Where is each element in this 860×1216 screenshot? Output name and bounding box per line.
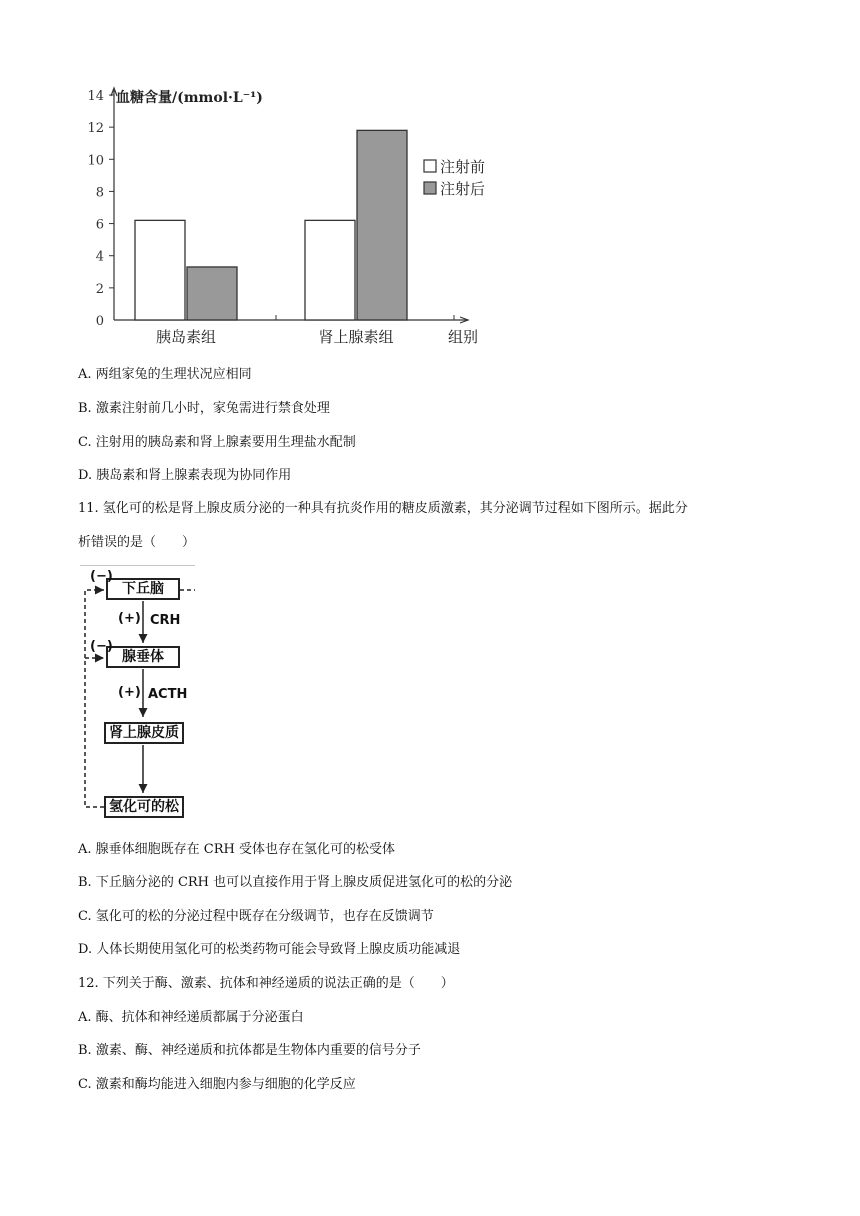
q10-option-c: C. 注射用的胰岛素和肾上腺素要用生理盐水配制	[78, 435, 356, 450]
y-tick-label: 2	[95, 281, 104, 297]
bar	[357, 130, 407, 320]
legend-swatch	[424, 182, 436, 194]
crh-label: CRH	[150, 613, 181, 628]
plus-label-1: (+)	[118, 611, 141, 626]
y-tick-label: 12	[87, 121, 104, 137]
q12-option-c: C. 激素和酶均能进入细胞内参与细胞的化学反应	[78, 1077, 356, 1092]
bar	[305, 220, 355, 320]
bar	[187, 267, 237, 320]
q11-option-a: A. 腺垂体细胞既存在 CRH 受体也存在氢化可的松受体	[78, 842, 395, 857]
x-axis-label: 组别	[448, 328, 479, 346]
q11-option-d: D. 人体长期使用氢化可的松类药物可能会导致肾上腺皮质功能减退	[78, 942, 461, 957]
y-tick-label: 8	[95, 185, 104, 201]
minus-label-1: (−)	[90, 569, 113, 584]
q11-option-c: C. 氢化可的松的分泌过程中既存在分级调节，也存在反馈调节	[78, 909, 434, 924]
q11-option-b: B. 下丘脑分泌的 CRH 也可以直接作用于肾上腺皮质促进氢化可的松的分泌	[78, 875, 513, 890]
x-category-label: 胰岛素组	[155, 328, 217, 346]
acth-label: ACTH	[148, 687, 188, 702]
q10-option-d: D. 胰岛素和肾上腺素表现为协同作用	[78, 468, 292, 483]
q11-stem-line2: 析错误的是（ ）	[78, 535, 196, 550]
hormone-regulation-diagram	[0, 565, 260, 825]
x-category-label: 肾上腺素组	[318, 328, 394, 346]
box-hypothalamus: 下丘脑	[106, 578, 180, 600]
y-tick-label: 0	[95, 314, 104, 329]
legend-swatch	[424, 160, 436, 172]
legend-label: 注射后	[440, 180, 486, 198]
y-tick-label: 6	[95, 217, 104, 233]
q12-option-a: A. 酶、抗体和神经递质都属于分泌蛋白	[78, 1010, 304, 1025]
y-tick-label: 10	[87, 153, 104, 169]
box-hydrocortisone: 氢化可的松	[104, 796, 184, 818]
box-adenohypophysis: 腺垂体	[106, 646, 180, 668]
bar	[135, 220, 185, 320]
y-tick-label: 14	[87, 89, 104, 104]
y-tick-label: 4	[95, 249, 104, 265]
blood-glucose-bar-chart	[78, 80, 498, 350]
q12-stem: 12. 下列关于酶、激素、抗体和神经递质的说法正确的是（ ）	[78, 976, 454, 991]
q12-option-b: B. 激素、酶、神经递质和抗体都是生物体内重要的信号分子	[78, 1043, 421, 1058]
q10-option-b: B. 激素注射前几小时，家兔需进行禁食处理	[78, 401, 330, 416]
legend-label: 注射前	[440, 158, 486, 176]
q10-option-a: A. 两组家兔的生理状况应相同	[78, 367, 252, 382]
minus-label-2: (−)	[90, 639, 113, 654]
box-adrenal-cortex: 肾上腺皮质	[104, 722, 184, 744]
y-axis-label: 血糖含量/(mmol·L⁻¹)	[116, 90, 263, 106]
q11-stem-line1: 11. 氢化可的松是肾上腺皮质分泌的一种具有抗炎作用的糖皮质激素，其分泌调节过程如下图所示。据此分	[78, 501, 688, 516]
plus-label-2: (+)	[118, 685, 141, 700]
